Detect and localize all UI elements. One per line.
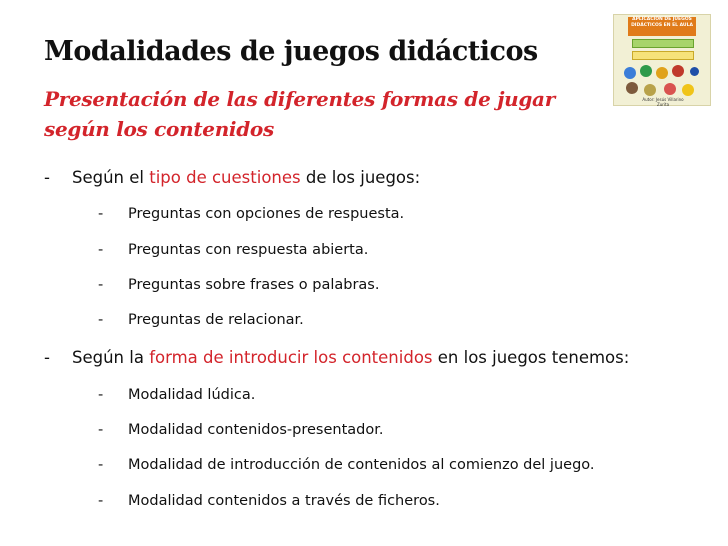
section-highlight: tipo de cuestiones [149, 168, 301, 187]
thumbnail-icon [656, 67, 668, 79]
bullet-dash: - [98, 312, 104, 328]
slide-subtitle: Presentación de las diferentes formas de jugar según los contenidos [44, 87, 555, 141]
item-text: Preguntas con respuesta abierta. [128, 242, 369, 258]
item-text: Modalidad lúdica. [128, 387, 256, 403]
thumbnail-icon [672, 65, 684, 77]
item-text: Preguntas con opciones de respuesta. [128, 206, 405, 222]
item-text: Modalidad de introducción de contenidos al comienzo del juego. [128, 457, 595, 473]
item-text: Preguntas sobre frases o palabras. [128, 277, 380, 293]
thumbnail-icon [644, 84, 656, 96]
thumbnail-icon [664, 83, 676, 95]
section-text [72, 168, 420, 187]
thumbnail-green-button [632, 39, 694, 48]
bullet-dash: - [98, 277, 104, 293]
thumbnail-icon [626, 82, 638, 94]
bullet-dash: - [44, 348, 50, 367]
bullet-dash: - [98, 422, 104, 438]
bullet-dash: - [98, 457, 104, 473]
bullet-dash: - [98, 493, 104, 509]
thumbnail-author: Autor: Jesús Villarino Zurita [642, 97, 684, 107]
thumbnail-header: APLICACIÓN DE JUEGOS DIDÁCTICOS EN EL AULA [628, 17, 696, 36]
section-text-after: de los juegos: [300, 168, 421, 187]
section-text [72, 348, 629, 367]
slide-title: Modalidades de juegos didácticos [44, 36, 538, 67]
item-text: Modalidad contenidos-presentador. [128, 422, 384, 438]
section-text-before: Según la [72, 348, 150, 367]
thumbnail-icon [690, 67, 699, 76]
section-text-before: Según el [72, 168, 150, 187]
thumbnail-yellow-button [632, 51, 694, 60]
section-highlight: forma de introducir los contenidos [149, 348, 433, 367]
section-text-after: en los juegos tenemos: [432, 348, 630, 367]
item-text: Modalidad contenidos a través de ficheros. [128, 493, 440, 509]
bullet-dash: - [98, 206, 104, 222]
cover-thumbnail-image [613, 14, 711, 106]
thumbnail-icon [640, 65, 652, 77]
thumbnail-icon [624, 67, 636, 79]
bullet-dash: - [44, 168, 50, 187]
bullet-dash: - [98, 242, 104, 258]
bullet-dash: - [98, 387, 104, 403]
thumbnail-icon [682, 84, 694, 96]
item-text: Preguntas de relacionar. [128, 312, 304, 328]
